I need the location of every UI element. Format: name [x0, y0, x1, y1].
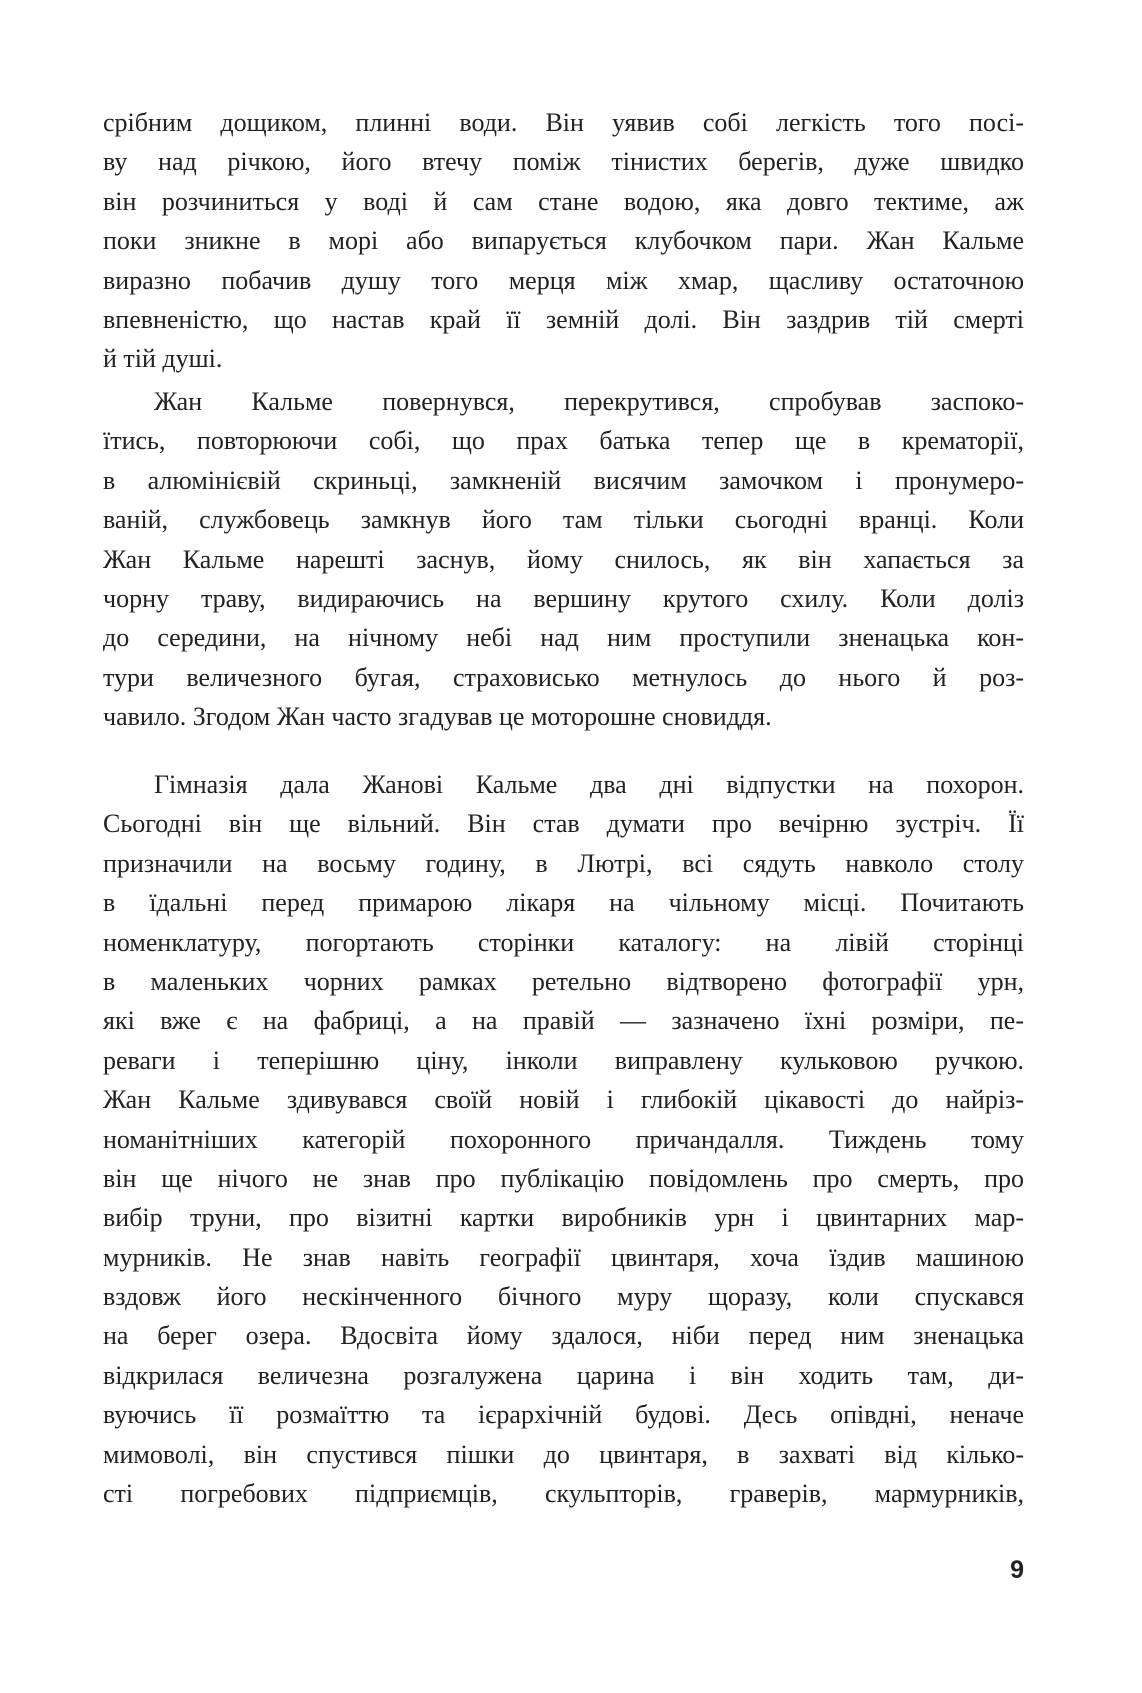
text-line: їтись, повторюючи собі, що прах батька тепер ще в крематорії,: [103, 426, 1024, 456]
paragraph: [103, 382, 1024, 737]
text-line: ваній, службовець замкнув його там тільки сьогодні вранці. Коли: [103, 505, 1024, 535]
text-line: срібним дощиком, плинні води. Він уявив собі легкість того посі-: [103, 108, 1024, 137]
text-line: тури величезного бугая, страховисько метнулось до нього й роз-: [103, 662, 1024, 692]
text-line: до середини, на нічному небі над ним проступили зненацька кон-: [103, 623, 1024, 653]
text-line: впевненістю, що настав край її земній долі. Він заздрив тій смерті: [103, 304, 1024, 334]
text-line: Жан Кальме повернувся, перекрутився, спробував заспоко-: [154, 387, 1024, 416]
text-line: які вже є на фабриці, а на правій — зазначено їхні розміри, пе-: [103, 1006, 1024, 1036]
text-line: Жан Кальме нарешті заснув, йому снилось, як він хапається за: [103, 544, 1024, 574]
text-line: Гімназія дала Жанові Кальме два дні відпустки на похорон.: [154, 770, 1024, 799]
paragraph: [103, 765, 1024, 1513]
text-line: в маленьких чорних рамках ретельно відтворено фотографії урн,: [103, 966, 1024, 996]
text-line: він ще нічого не знав про публікацію повідомлень про смерть, про: [103, 1163, 1024, 1193]
text-line: в їдальні перед примарою лікаря на чільному місці. Почитають: [103, 888, 1024, 918]
text-line: вздовж його нескінченного бічного муру щоразу, коли спускався: [103, 1282, 1024, 1312]
text-line: мимоволі, він спустився пішки до цвинтаря, в захваті від кілько-: [103, 1439, 1024, 1469]
text-line: ву над річкою, його втечу поміж тінистих берегів, дуже швидко: [103, 147, 1024, 177]
text-line: відкрилася величезна розгалужена царина і він ходить там, ди-: [103, 1360, 1024, 1390]
text-line: поки зникне в морі або випарується клубочком пари. Жан Кальме: [103, 226, 1024, 256]
text-line: він розчиниться у воді й сам стане водою, яка довго тектиме, аж: [103, 186, 1024, 216]
text-line: чавило. Згодом Жан часто згадував це моторошне сновиддя.: [103, 702, 772, 732]
text-line: й тій душі.: [103, 344, 223, 374]
text-line: на берег озера. Вдосвіта йому здалося, ніби перед ним зненацька: [103, 1321, 1024, 1351]
text-line: вибір труни, про візитні картки виробників урн і цвинтарних мар-: [103, 1203, 1024, 1233]
text-line: реваги і теперішню ціну, інколи виправлену кульковою ручкою.: [103, 1045, 1024, 1075]
text-line: сті погребових підприємців, скульпторів, граверів, мармурників,: [103, 1479, 1024, 1509]
page-number: 9: [1010, 1556, 1024, 1584]
text-line: в алюмінієвій скриньці, замкненій висячим замочком і пронумеро-: [103, 465, 1024, 495]
text-line: Жан Кальме здивувався своїй новій і глибокій цікавості до найріз-: [103, 1085, 1024, 1115]
text-line: Сьогодні він ще вільний. Він став думати про вечірню зустріч. Її: [103, 809, 1024, 839]
paragraph: [103, 103, 1024, 379]
text-line: призначили на восьму годину, в Лютрі, всі сядуть навколо столу: [103, 848, 1024, 878]
text-line: номенклатуру, погортають сторінки каталогу: на лівій сторінці: [103, 927, 1024, 957]
text-line: номанітніших категорій похоронного причандалля. Тиждень тому: [103, 1124, 1024, 1154]
text-line: чорну траву, видираючись на вершину крутого схилу. Коли доліз: [103, 583, 1024, 613]
text-line: виразно побачив душу того мерця між хмар, щасливу остаточною: [103, 265, 1024, 295]
text-line: вуючись її розмаїттю та ієрархічній будові. Десь опівдні, неначе: [103, 1400, 1024, 1430]
text-line: мурників. Не знав навіть географії цвинтаря, хоча їздив машиною: [103, 1242, 1024, 1272]
